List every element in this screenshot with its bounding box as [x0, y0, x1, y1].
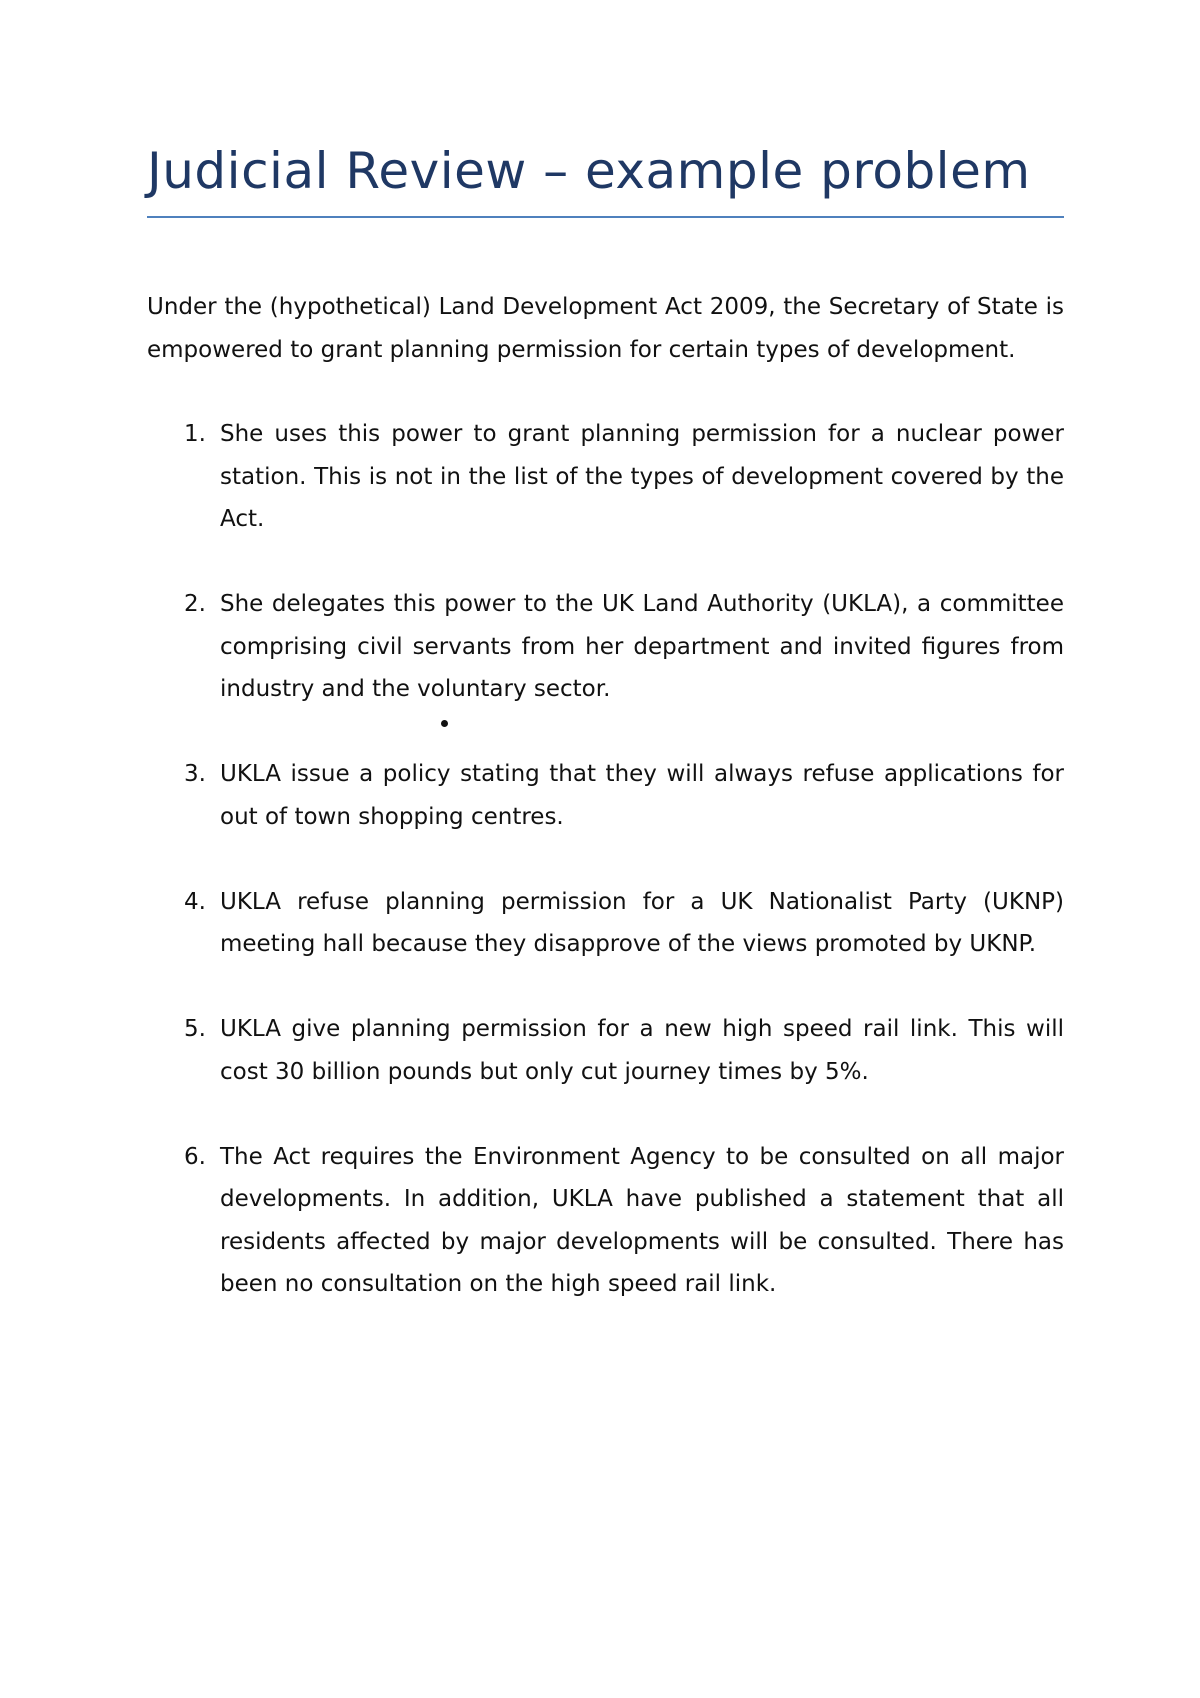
list-item-text: The Act requires the Environment Agency to be consulted on all major developments. In addition, UKLA have published a statement that all residents affected by major developments will be consulted. There has been no consultation on the high speed rail link. — [220, 1143, 1064, 1297]
list-item — [147, 413, 1064, 541]
list-item-text: UKLA give planning permission for a new high speed rail link. This will cost 30 billion pounds but only cut journey times by 5%. — [220, 1016, 1064, 1085]
list-item-text: She uses this power to grant planning permission for a nuclear power station. This is not in the list of the types of development covered by the Act. — [220, 421, 1064, 532]
list-item — [147, 583, 1064, 711]
list-number: 2. — [184, 591, 206, 617]
list-item — [147, 1136, 1064, 1306]
page-title: Judicial Review – example problem — [147, 140, 1064, 218]
list-number: 4. — [184, 888, 206, 915]
document-page — [147, 140, 1064, 1348]
list-number: 1. — [184, 421, 206, 447]
intro-paragraph: Under the (hypothetical) Land Development Act 2009, the Secretary of State is empowered to grant planning permission for certain types of development. — [147, 294, 1064, 363]
list-item — [147, 881, 1064, 966]
list-number: 6. — [184, 1143, 206, 1170]
list-item — [147, 1008, 1064, 1093]
cursor-dot — [441, 720, 448, 727]
problem-list — [147, 413, 1064, 1306]
list-item-text: UKLA issue a policy stating that they will always refuse applications for out of town shopping centres. — [220, 761, 1064, 830]
list-item-text: She delegates this power to the UK Land Authority (UKLA), a committee comprising civil servants from her department and invited figures from industry and the voluntary sector. — [220, 591, 1064, 702]
list-item-text: UKLA refuse planning permission for a UK Nationalist Party (UKNP) meeting hall because they disapprove of the views promoted by UKNP. — [220, 888, 1064, 957]
list-number: 5. — [184, 1016, 206, 1042]
list-number: 3. — [184, 761, 206, 787]
list-item — [147, 753, 1064, 838]
